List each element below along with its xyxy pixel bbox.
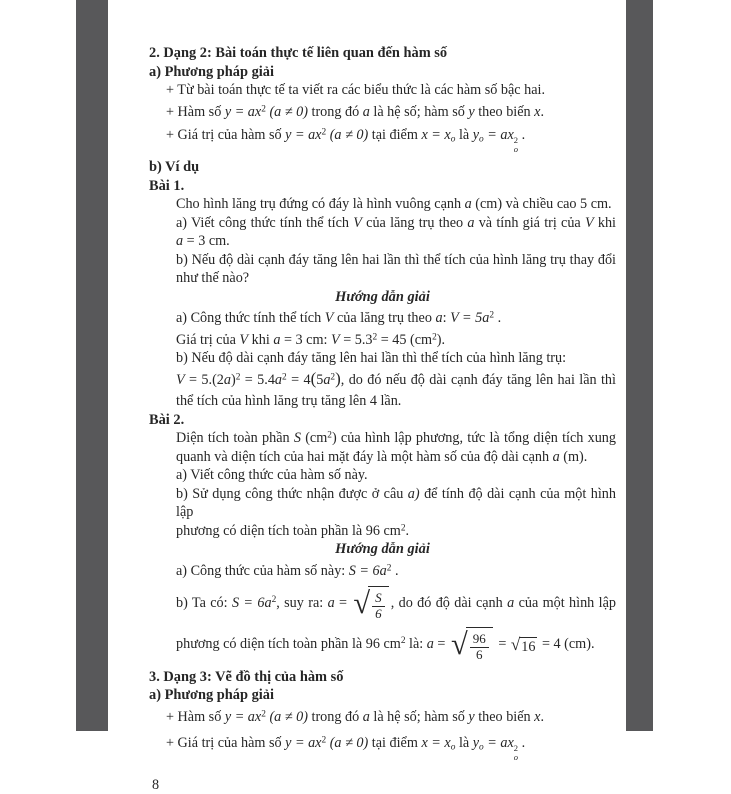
method-item-line [149,126,616,154]
text-run: = 3 cm: [280,331,331,348]
math-run: V [239,331,249,348]
math-run: V [324,310,334,327]
subscript: o [513,752,519,763]
text-run: + Giá trị của hàm số [166,127,286,143]
text-run: khi [593,214,617,231]
math-run: x [534,103,541,120]
superscript: 2 [489,310,495,321]
text-run: = 3 cm. [183,233,230,250]
math-run: y [472,127,480,143]
text-line [149,586,616,621]
heading-line [149,158,616,177]
text-run: như thế nào? [176,270,250,287]
page-edge-background-right [626,0,653,731]
text-run: + Hàm số [166,708,225,725]
text-run: Giá trị của [176,331,240,348]
text-run: (cm [300,430,328,447]
text-run: = 4 [286,371,311,388]
sqrt-fraction-expression [451,627,493,662]
math-run: (a ≠ 0) [326,735,369,752]
page-content [149,44,616,762]
radical-body: 16 [521,638,536,655]
text-line [149,522,616,541]
method-item-line [149,81,616,100]
superscript: 2 [261,708,266,719]
text-line [149,466,616,485]
math-run: a [274,371,283,388]
text-run: + Từ bài toán thực tế ta viết ra các biểu thức là các hàm số bậc hai. [166,82,546,98]
text-run: là: [405,636,427,653]
radical-body [466,627,493,662]
text-run: a) Viết công thức của hàm số này. [176,467,368,484]
superscript: 2 [400,522,406,533]
text-run: : [442,310,451,327]
text-run: của lăng trụ theo [361,214,468,231]
superscript: 2 [400,636,406,647]
text-run: trong đó [307,708,363,725]
text-line [149,309,616,328]
text-run: của một hình lập [514,595,616,612]
text-line [149,485,616,522]
heading-line [149,686,616,705]
math-run: y [472,735,480,752]
section-heading-centered [149,540,616,559]
text-line [149,392,616,411]
math-run: x = x [421,127,451,143]
subscript: o [513,144,519,155]
math-run: a [435,310,443,327]
text-run: là hệ số; hàm số [369,103,469,120]
text-run: khi [248,331,274,348]
math-run: V [176,371,185,388]
text-run: a) Phương pháp giải [149,63,274,80]
text-run: Bài 2. [149,411,185,428]
text-run: a) Công thức tính thể tích [176,310,325,327]
text-run: thể tích của hình lăng trụ tăng lên 4 lần. [176,393,402,410]
superscript: 2 [321,127,327,138]
math-run: S [293,430,301,447]
text-run: để tính độ dài cạnh của một hình lập [176,485,616,521]
math-run: V = 5a [450,310,490,327]
math-run: V [353,214,362,231]
text-run: ) [231,371,236,388]
page-edge-background-left [76,0,108,731]
heading-line [149,411,616,430]
text-run: là [455,735,473,752]
heading-line [149,63,616,82]
section-heading-centered [149,288,616,307]
text-run: = [334,595,352,612]
text-run: . [540,708,545,725]
math-run: = ax [483,735,514,752]
fraction-denominator: 6 [475,647,483,662]
fraction-denominator: 6 [375,605,382,621]
text-line [149,448,616,467]
text-run: , do đó độ dài cạnh [390,595,508,612]
sqrt-fraction-expression [353,586,388,621]
superscript: 2 [327,430,332,441]
fraction [470,632,489,662]
text-run: . [518,735,526,752]
text-run: b) Ví dụ [149,159,200,176]
superscript: 2 [235,371,241,382]
text-run: là hệ số; hàm số [369,708,469,725]
text-run: theo biến [474,708,535,725]
text-run: + Hàm số [166,103,225,120]
math-run: (a ≠ 0) [265,103,308,120]
book-page [108,44,626,794]
math-run: y = ax [224,708,262,725]
text-run: . [405,522,410,539]
math-run: S = 6a [231,595,272,612]
text-run: Bài 1. [149,177,185,194]
math-run: y [468,103,475,120]
subscript: o [450,134,456,145]
math-run: y = ax [224,103,262,120]
text-run: = 4 (cm). [538,636,595,653]
text-run: a) Viết công thức tính thể tích [176,214,354,231]
superscript: 2 [321,735,327,746]
text-run: + Giá trị của hàm số [166,735,286,752]
text-run: = 5.4 [240,371,275,388]
superscript: 2 [271,595,277,606]
math-run: a [362,103,370,120]
superscript: 2 [372,331,378,342]
text-line [149,214,616,233]
text-run: 5 [316,371,324,388]
superscript: 2 [432,331,437,342]
text-run: b) Nếu độ dài cạnh đáy tăng lên hai lần thì thể tích của hình lăng trụ: [176,350,567,367]
text-run: tại điểm [368,735,422,752]
text-line [149,429,616,448]
text-run: . [518,127,526,143]
radical-sign: √ [510,634,521,654]
text-run: b) Ta có: [176,595,232,612]
text-run: và tính giá trị của [474,214,585,231]
text-run: ). [436,331,446,348]
text-run: = 45 (cm [377,331,433,348]
radical-sign: √ [450,627,468,662]
math-run: (a ≠ 0) [265,708,308,725]
text-line [149,349,616,368]
page-number: 8 [152,777,160,794]
superscript: 2 [513,135,519,146]
big-paren: ( [310,368,317,388]
text-run: a) Công thức của hàm số này: [176,562,349,579]
superscript: 2 [386,562,392,573]
text-run: , do đó nếu độ dài cạnh đáy tăng lên hai lần thì [340,371,616,388]
text-run: phương có diện tích toàn phần là 96 cm [176,636,401,653]
math-run: a [552,448,560,465]
math-run: = ax [483,127,514,143]
text-run: . [540,103,545,120]
text-run: trong đó [307,103,363,120]
method-item-line [149,708,616,727]
subscript: o [450,742,456,753]
math-run: a) [407,485,420,502]
big-paren: ) [335,368,341,388]
text-line [149,232,616,251]
text-run: Cho hình lăng trụ đứng có đáy là hình vuông cạnh [176,196,465,213]
text-run: của lăng trụ theo [333,310,436,327]
math-run: a [176,233,184,250]
text-run: = 5.3 [339,331,373,348]
subscript: o [479,742,484,753]
math-run: S = 6a [348,562,387,579]
text-run: 3. Dạng 3: Vẽ đồ thị của hàm số [149,668,344,685]
text-run: b) Nếu độ dài cạnh đáy tăng lên hai lần thì thể tích của hình lăng trụ thay đổi [176,251,616,268]
math-run: x = x [421,735,451,752]
fraction-numerator: 96 [470,632,489,648]
method-item-line [149,734,616,762]
text-run: (m). [559,448,588,465]
radical-body [368,586,389,621]
heading-line [149,44,616,63]
heading-line [149,668,616,687]
text-run: 2. Dạng 2: Bài toán thực tế liên quan đến hàm số [149,45,448,61]
math-run: a [467,214,475,231]
heading-line [149,177,616,196]
math-run: a [362,708,370,725]
math-run: V [584,214,594,231]
text-run: b) Sử dụng công thức nhận được ở câu [176,485,408,502]
math-run: a [223,371,231,388]
text-run: a) Phương pháp giải [149,687,274,704]
superscript: 2 [513,743,519,754]
text-run: = 5.(2 [184,371,224,388]
text-run: Diện tích toàn phần [176,430,294,447]
text-run: , suy ra: [276,595,328,612]
math-run: a [273,331,281,348]
radical-sign: √ [353,586,371,621]
fraction-numerator: S [372,591,385,607]
text-run: = [433,636,449,653]
text-run: ) của hình lập phương, tức là tổng diện tích xung [331,430,616,447]
text-line [149,562,616,581]
math-run: a [464,196,472,213]
text-run: . [494,310,502,327]
math-run: y = ax [285,127,322,143]
text-line [149,368,616,390]
text-line [149,627,616,662]
text-run: Hướng dẫn giải [335,288,430,305]
subscript: o [479,134,484,145]
math-run: (a ≠ 0) [326,127,369,143]
math-run: a [327,595,335,612]
superscript: 2 [282,371,287,382]
text-run: Hướng dẫn giải [335,541,430,558]
superscript: 2 [261,103,266,114]
text-run: . [391,562,399,579]
math-run: V [330,331,340,348]
fraction [372,591,385,621]
text-line [149,195,616,214]
math-run: a [323,371,331,388]
text-run: phương có diện tích toàn phần là 96 cm [176,522,401,539]
text-line [149,331,616,350]
sqrt-expression [510,634,538,657]
math-run: y = ax [285,735,322,752]
text-run: là [455,127,473,143]
math-run: a [426,636,434,653]
superscript: 2 [330,371,336,382]
math-run: a [507,595,515,612]
text-run: theo biến [474,103,535,120]
text-run: (cm) và chiều cao 5 cm. [471,196,612,213]
text-run: tại điểm [368,127,422,143]
method-item-line [149,103,616,122]
math-run: y [468,708,475,725]
text-line [149,269,616,288]
text-run: = [494,636,510,653]
text-line [149,251,616,270]
math-run: x [534,708,541,725]
text-run: quanh và diện tích của hai mặt đáy là một hàm số của độ dài cạnh [176,448,553,465]
